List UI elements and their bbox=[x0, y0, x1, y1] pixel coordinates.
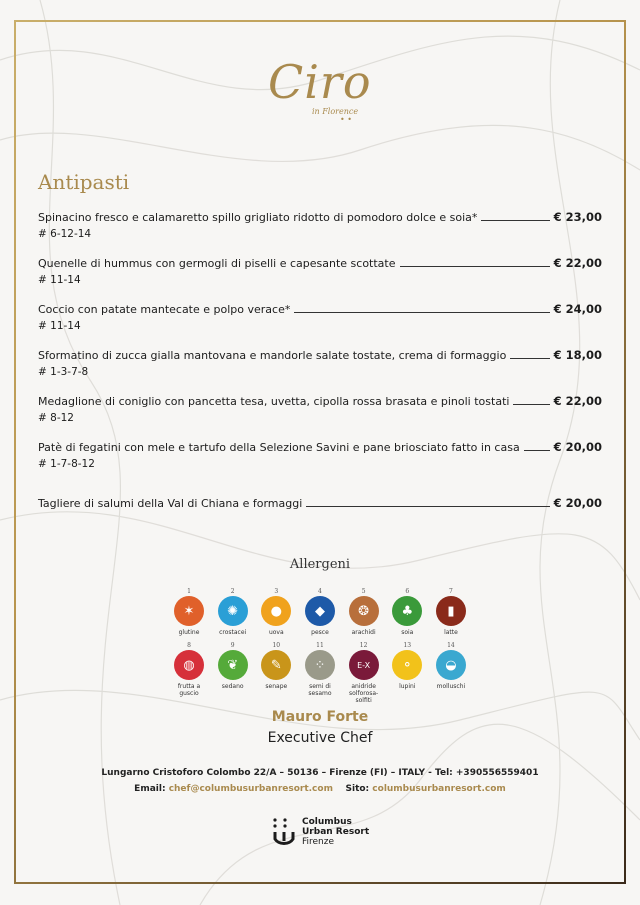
menu-item bbox=[38, 496, 602, 530]
menu-item-name: Quenelle di hummus con germogli di piselli e capesante scottate bbox=[38, 257, 396, 270]
resort-name bbox=[302, 817, 369, 847]
menu-item bbox=[38, 210, 602, 256]
logo-script: Ciro bbox=[268, 55, 372, 109]
allergen-number: 3 bbox=[274, 588, 279, 595]
allergen-item bbox=[301, 642, 339, 704]
dotted-leader bbox=[400, 266, 550, 267]
allergen-label: senape bbox=[265, 683, 288, 690]
brand-line-2: Urban Resort bbox=[302, 827, 370, 837]
allergen-number: 6 bbox=[405, 588, 410, 595]
menu-item-price: € 18,00 bbox=[553, 348, 602, 362]
menu-item-allergens: # 11-14 bbox=[38, 274, 81, 286]
menu-item-name: Spinacino fresco e calamaretto spillo grigliato ridotto di pomodoro dolce e soia* bbox=[38, 211, 478, 224]
allergen-label: arachidi bbox=[351, 629, 376, 636]
sulphite-icon: E-X bbox=[349, 650, 379, 680]
allergens-legend bbox=[170, 588, 470, 710]
menu-item-name: Tagliere di salumi della Val di Chiana e formaggi bbox=[38, 497, 303, 510]
allergen-item bbox=[345, 588, 383, 636]
menu-item-price: € 23,00 bbox=[553, 210, 602, 224]
menu-item-allergens: # 1-3-7-8 bbox=[38, 366, 89, 378]
allergen-number: 12 bbox=[359, 642, 368, 649]
email-label: Email: bbox=[134, 784, 166, 794]
footer-address: Lungarno Cristoforo Colombo 22/A – 50136 – Firenze (FI) – ITALY - Tel: +390556559401 bbox=[101, 768, 539, 778]
allergen-label: lupini bbox=[399, 683, 416, 690]
allergen-number: 5 bbox=[361, 588, 366, 595]
resort-brand bbox=[272, 817, 382, 853]
mustard-icon: ✎ bbox=[261, 650, 291, 680]
allergen-label: frutta a guscio bbox=[177, 683, 201, 697]
logo-subtitle: in Florence bbox=[312, 107, 359, 116]
allergen-item bbox=[170, 642, 208, 704]
allergen-number: 1 bbox=[187, 588, 191, 595]
crab-icon: ✺ bbox=[218, 596, 248, 626]
milk-icon: ▮ bbox=[436, 596, 466, 626]
fish-icon: ◆ bbox=[305, 596, 335, 626]
menu-item bbox=[38, 348, 602, 394]
allergen-number: 7 bbox=[449, 588, 453, 595]
footer-contacts bbox=[0, 784, 640, 794]
allergens-row bbox=[170, 642, 470, 704]
menu-item-allergens: # 8-12 bbox=[38, 412, 74, 424]
allergen-item bbox=[301, 588, 339, 636]
allergen-item bbox=[257, 642, 295, 704]
allergen-number: 11 bbox=[316, 642, 324, 649]
allergen-label: sedano bbox=[221, 683, 244, 690]
menu-list bbox=[38, 210, 602, 530]
allergen-label: uova bbox=[268, 629, 284, 636]
allergen-number: 9 bbox=[230, 642, 235, 649]
allergens-row bbox=[170, 588, 470, 636]
sesame-icon: ⁘ bbox=[305, 650, 335, 680]
dotted-leader bbox=[513, 404, 549, 405]
menu-item-price: € 22,00 bbox=[553, 256, 602, 270]
menu-item-allergens: # 11-14 bbox=[38, 320, 81, 332]
nut-icon: ◍ bbox=[174, 650, 204, 680]
section-title: Antipasti bbox=[38, 170, 130, 194]
allergen-label: semi di sesamo bbox=[308, 683, 332, 697]
allergen-item bbox=[432, 588, 470, 636]
lupin-icon: ⚬ bbox=[392, 650, 422, 680]
allergen-number: 13 bbox=[403, 642, 412, 649]
resort-logo-icon bbox=[272, 817, 296, 849]
allergen-label: glutine bbox=[178, 629, 200, 636]
menu-item bbox=[38, 440, 602, 496]
allergen-item bbox=[345, 642, 383, 704]
menu-item-name: Medaglione di coniglio con pancetta tesa, uvetta, cipolla rossa brasata e pinoli tostati bbox=[38, 395, 510, 408]
allergen-label: crostacei bbox=[219, 629, 247, 636]
menu-item-allergens: # 1-7-8-12 bbox=[38, 458, 95, 470]
dotted-leader bbox=[524, 450, 550, 451]
allergen-item bbox=[257, 588, 295, 636]
allergen-label: pesce bbox=[311, 629, 329, 636]
allergen-number: 14 bbox=[447, 642, 455, 649]
restaurant-logo bbox=[262, 55, 382, 130]
menu-item-price: € 22,00 bbox=[553, 394, 602, 408]
allergen-number: 4 bbox=[318, 588, 322, 595]
allergen-label: anidride solforosa-solfiti bbox=[349, 683, 379, 704]
allergen-number: 2 bbox=[230, 588, 235, 595]
menu-item bbox=[38, 302, 602, 348]
menu-item-price: € 20,00 bbox=[553, 440, 602, 454]
egg-icon: ● bbox=[261, 596, 291, 626]
menu-item-allergens: # 6-12-14 bbox=[38, 228, 92, 240]
dotted-leader bbox=[510, 358, 549, 359]
menu-item-price: € 24,00 bbox=[553, 302, 602, 316]
chef-title: Executive Chef bbox=[267, 730, 373, 746]
dotted-leader bbox=[294, 312, 549, 313]
brand-line-1: Columbus bbox=[302, 817, 352, 827]
brand-line-3: Firenze bbox=[302, 837, 335, 847]
allergen-item bbox=[214, 588, 252, 636]
allergen-label: molluschi bbox=[436, 683, 466, 690]
allergens-title: Allergeni bbox=[289, 557, 351, 572]
menu-item bbox=[38, 256, 602, 302]
soy-icon: ♣ bbox=[392, 596, 422, 626]
allergen-item bbox=[432, 642, 470, 704]
allergen-item bbox=[214, 642, 252, 704]
site-link[interactable]: columbusurbanresort.com bbox=[372, 784, 506, 794]
dotted-leader bbox=[306, 506, 549, 507]
allergen-item bbox=[170, 588, 208, 636]
dotted-leader bbox=[481, 220, 549, 221]
site-label: Sito: bbox=[345, 784, 370, 794]
celery-icon: ❦ bbox=[218, 650, 248, 680]
allergen-number: 10 bbox=[272, 642, 281, 649]
shell-icon: ◒ bbox=[436, 650, 466, 680]
allergen-item bbox=[388, 642, 426, 704]
chef-name: Mauro Forte bbox=[271, 709, 369, 725]
allergen-number: 8 bbox=[187, 642, 191, 649]
email-link[interactable]: chef@columbusurbanresort.com bbox=[168, 784, 333, 794]
allergen-label: soia bbox=[401, 629, 414, 636]
wheat-icon: ✶ bbox=[174, 596, 204, 626]
allergen-item bbox=[388, 588, 426, 636]
menu-item-name: Sformatino di zucca gialla mantovana e mandorle salate tostate, crema di formaggio bbox=[38, 349, 507, 362]
menu-item bbox=[38, 394, 602, 440]
peanut-icon: ❂ bbox=[349, 596, 379, 626]
logo-dots: • • bbox=[340, 115, 352, 124]
allergen-label: latte bbox=[444, 629, 458, 636]
menu-item-name: Coccio con patate mantecate e polpo verace* bbox=[38, 303, 291, 316]
menu-item-name: Patè di fegatini con mele e tartufo della Selezione Savini e pane briosciato fatto in casa bbox=[38, 441, 520, 454]
menu-item-price: € 20,00 bbox=[553, 496, 602, 510]
